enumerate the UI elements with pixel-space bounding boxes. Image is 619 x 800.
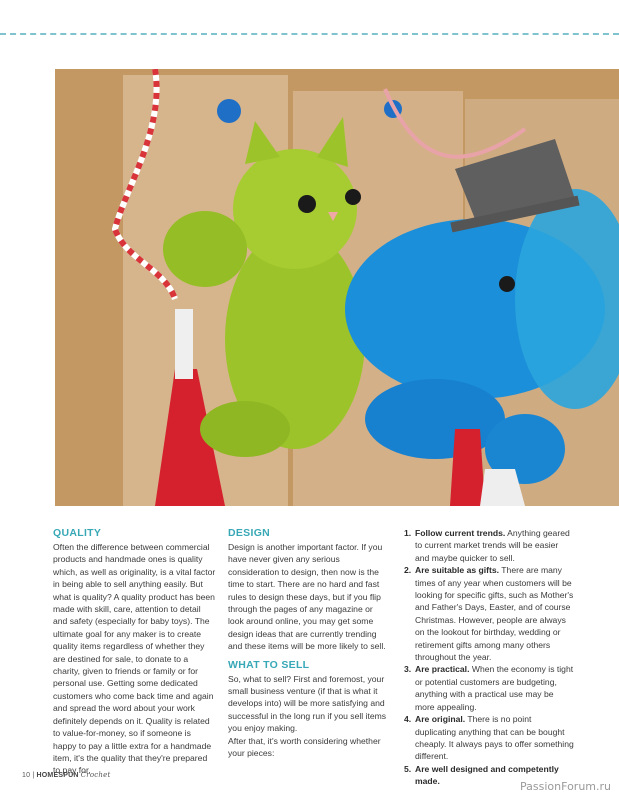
considerations-list [404,527,574,788]
what-to-sell-para1: So, what to sell? First and foremost, your small business venture (if that is what it develops into) will be more satisfying and successful in the long run if you sell items you enjoy making. [228,673,387,734]
footer-separator: | [32,772,35,779]
page-footer [22,771,110,779]
what-to-sell-para2: After that, it's worth considering whether your pieces: [228,735,381,759]
list-item: 4. Are original. There is no point duplicating anything that can be bought cheaply. It always pays to offer something different. [404,714,574,762]
magazine-script: Crochet [80,771,111,779]
list-item: 3. Are practical. When the economy is tight or potential customers are budgeting, anything with a practical use may be more appealing. [404,664,574,712]
page-number: 10 [22,772,31,779]
column-quality [53,527,216,777]
quality-heading: QUALITY [53,527,102,539]
design-heading: DESIGN [228,527,271,539]
list-item: 1. Follow current trends. Anything geared to current market trends will be easier and maybe quicker to sell. [404,528,570,563]
list-item: 5. Are well designed and competently made. [404,763,559,787]
crochet-toys-photo [55,69,619,506]
quality-body: Often the difference between commercial products and handmade ones is quality which, as well as originality, is a vital factor in being able to sell anything easily. But what is quality? A quality product has been made with skill, care, attention to detail and safety (especially for baby toys). The ultimate goal for any maker is to create quality items regardless of whether they are destined for sale, to donate to a charity, given to friends or family or for personal use. Getting some dedicated customers who come back time and again and spread the word about your work definitely depends on it. Quality is related to value-for-money, so if someone is happy to pay a little extra for a handmade item, it's the quality that they're prepared to pay for. [53,542,216,776]
watermark: PassionForum.ru [520,780,611,793]
column-list [404,527,574,788]
design-body: Design is another important factor. If you have never given any serious consideration to design, then now is the time to start. There are no hard and fast rules to design these days, but if you flip through the pages of any magazine or look around online, you may get some design ideas that are currently trending and these items will be more likely to sell. [228,542,386,652]
list-item: 2. Are suitable as gifts. There are many times of any year when customers will be looking for specific gifts, such as Mother's and Father's Days, Easter, and of course Christmas. However, people are always on the lookout for birthday, wedding or retirement gifts among many others throughout the year. [404,565,574,663]
what-to-sell-heading: WHAT TO SELL [228,658,310,671]
magazine-brand: HOMESPUN [36,772,79,779]
column-design [228,527,390,760]
top-dashed-rule [0,33,619,35]
